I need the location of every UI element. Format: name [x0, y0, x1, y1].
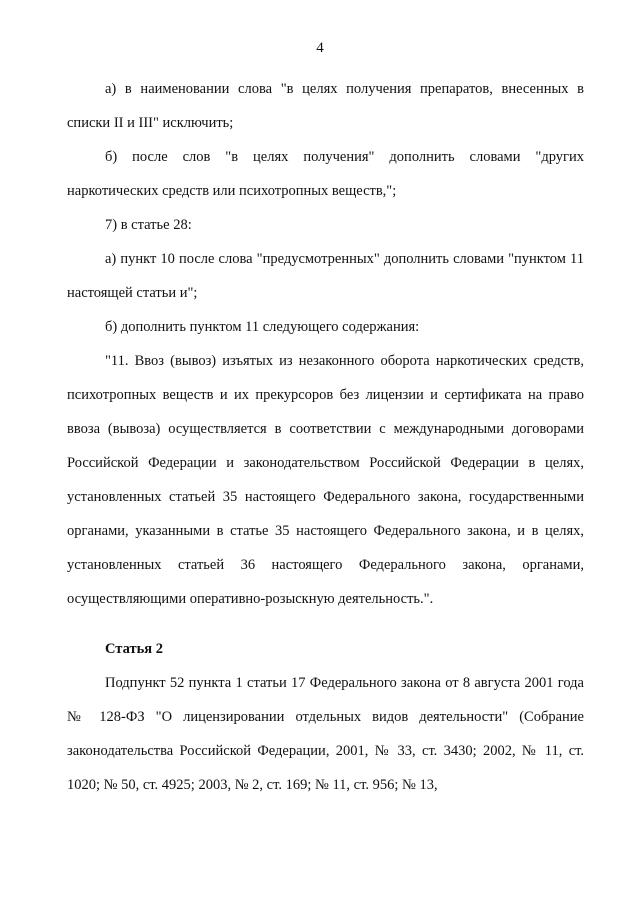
article-heading: Статья 2 — [105, 641, 163, 657]
paragraph-item-b-add-point-11: б) дополнить пунктом 11 следующего содержания: — [105, 319, 420, 335]
paragraph-item-b-after-words: б) после слов "в целях получения" дополнить словами "других наркотических средств или психотропных веществ,"; — [67, 149, 584, 199]
article-2-paragraph: Подпункт 52 пункта 1 статьи 17 Федерального закона от 8 августа 2001 года № 128-ФЗ "О лицензировании отдельных видов деятельности" (Собрание законодательства Российской Федерации, 2001, № 33, ст. 3430; 2002, № 11, ст. 1020; № 50, ст. 4925; 2003, № 2, ст. 169; № 11, ст. 956; № 13, — [67, 675, 584, 793]
paragraph-point-11-text: "11. Ввоз (вывоз) изъятых из незаконного оборота наркотических средств, психотропных веществ и их прекурсоров без лицензии и сертификата на право ввоза (вывоза) осуществляется в соответствии с международными договорами Российской Федерации и законодательством Российской Федерации в целях, установленных статьей 35 настоящего Федерального закона, государственными органами, указанными в статье 35 настоящего Федерального закона, и в целях, установленных статьей 36 настоящего Федерального закона, органами, осуществляющими оперативно-розыскную деятельность.". — [67, 353, 584, 607]
paragraph-item-7-article-28: 7) в статье 28: — [105, 217, 192, 233]
paragraph-item-a-point-10: а) пункт 10 после слова "предусмотренных" дополнить словами "пунктом 11 настоящей статьи и"; — [67, 251, 584, 301]
page-number: 4 — [316, 40, 324, 56]
document-body — [67, 72, 584, 802]
paragraph-item-a-names: а) в наименовании слова "в целях получения препаратов, внесенных в списки II и III" исключить; — [67, 81, 584, 131]
